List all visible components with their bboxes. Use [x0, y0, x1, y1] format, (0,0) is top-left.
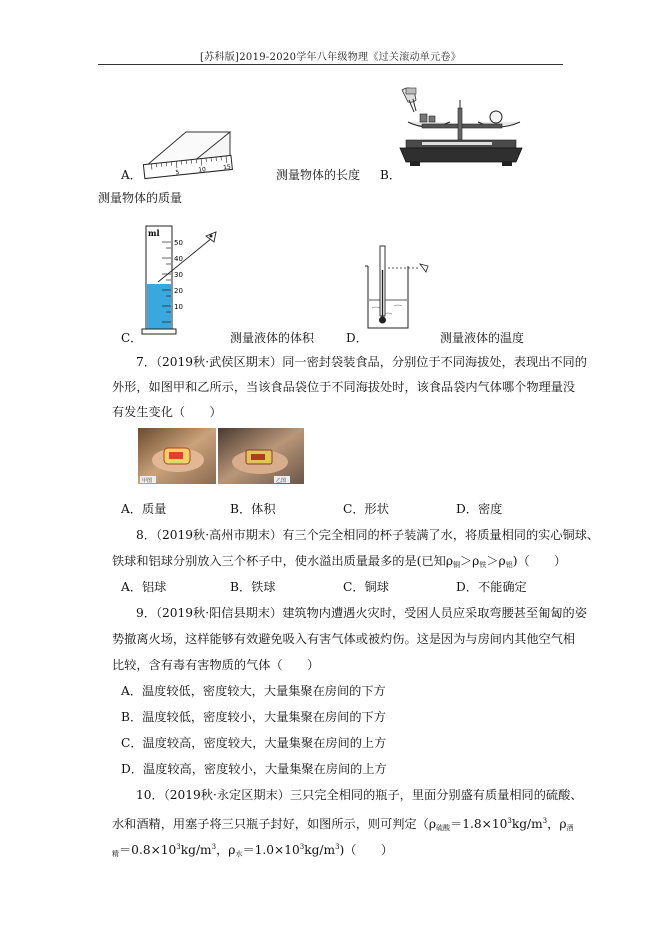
photo-label-right: 乙图 [276, 478, 287, 484]
ruler-tick-label: 15 [222, 163, 232, 172]
q7-option-b: B．体积 [230, 502, 276, 516]
q9-line-3: 比较，含有毒有害物质的气体（ ） [112, 658, 320, 672]
graduated-cylinder-figure [138, 216, 234, 338]
q7-option-a: A．质量 [121, 502, 167, 516]
page-header: [苏科版]2019-2020学年八年级物理《过关滚动单元卷》 [199, 52, 462, 63]
option-b-text: 测量物体的质量 [98, 191, 183, 205]
q9-option-a: A．温度较低，密度较大，大量集聚在房间的下方 [121, 684, 386, 698]
food-bag-photos [138, 428, 304, 484]
q8-option-c: C．铜球 [343, 580, 389, 594]
cylinder-tick-label: 40 [174, 255, 183, 263]
q8-line-1: 8．（2019秋·高州市期末）有三个完全相同的杯子装满了水，将质量相同的实心铜球、 [136, 528, 600, 542]
ruler-tick-label: 10 [197, 166, 207, 174]
q9-line-1: 9．（2019秋·阳信县期末）建筑物内遭遇火灾时，受困人员应采取弯腰甚至匍匐的姿 [136, 606, 587, 620]
cylinder-tick-label: 10 [174, 303, 183, 311]
option-d-text: 测量液体的温度 [440, 331, 525, 345]
balance-scale-figure [392, 86, 526, 172]
ruler-tick-label: 5 [175, 168, 180, 177]
q8-option-d: D．不能确定 [456, 580, 527, 594]
q9-option-c: C．温度较高，密度较大，大量集聚在房间的上方 [121, 736, 387, 750]
cylinder-tick-label: 30 [174, 271, 183, 279]
option-letter-d: D． [346, 331, 368, 345]
q8-option-b: B．铁球 [230, 580, 276, 594]
cylinder-tick-label: 20 [174, 287, 183, 295]
q7-option-c: C．形状 [343, 502, 389, 516]
q8-line-2: 铁球和铝球分别放入三个杯子中，使水溢出质量最多的是(已知$\rho_铜>\rho_铁>\rho_铝$)（ ） [112, 554, 567, 569]
q9-line-2: 势撤离火场，这样能够有效避免吸入有害气体或被灼伤。这是因为与房间内其他空气相 [112, 632, 576, 646]
q7-line-1: 7．（2019秋·武侯区期末）同一密封袋装食品，分别位于不同海拔处，表现出不同的 [136, 355, 587, 369]
option-letter-a: A． [121, 168, 142, 182]
cylinder-unit-label: ml [148, 228, 160, 238]
cylinder-tick-label: 50 [174, 239, 183, 247]
q9-option-b: B．温度较低，密度较小，大量集聚在房间的下方 [121, 710, 386, 724]
q8-option-a: A．铝球 [121, 580, 167, 594]
q7-option-d: D．密度 [456, 502, 503, 516]
option-letter-c: C． [121, 331, 143, 345]
q10-line-2: 水和酒精，用塞子将三只瓶子封好，如图所示，则可判定（$\rho_{硫酸}=1.8\times 10^3kg/m^3$，$\rho_酒$ [112, 817, 574, 832]
q10-line-1: 10．（2019秋·永定区期末）三只完全相同的瓶子，里面分别盛有质量相同的硫酸、 [136, 788, 583, 802]
header-rule [98, 64, 563, 65]
ruler-figure [138, 126, 234, 182]
q10-line-3: $_精=0.8\times 10^3kg/m^3$，$\rho_水=1.0\times 10^3kg/m^3$)（ ） [112, 843, 394, 858]
q7-line-3: 有发生变化（ ） [112, 405, 222, 419]
option-a-text: 测量物体的长度 [276, 168, 361, 182]
q9-option-d: D．温度较高，密度较小，大量集聚在房间的上方 [121, 762, 387, 776]
photo-label-left: 甲图 [142, 478, 153, 484]
thermometer-beaker-figure [362, 238, 438, 334]
option-letter-b: B． [380, 168, 401, 182]
q7-line-2: 外形，如图甲和乙所示，当该食品袋位于不同海拔处时，该食品袋内气体哪个物理量没 [112, 380, 576, 394]
option-c-text: 测量液体的体积 [230, 331, 315, 345]
